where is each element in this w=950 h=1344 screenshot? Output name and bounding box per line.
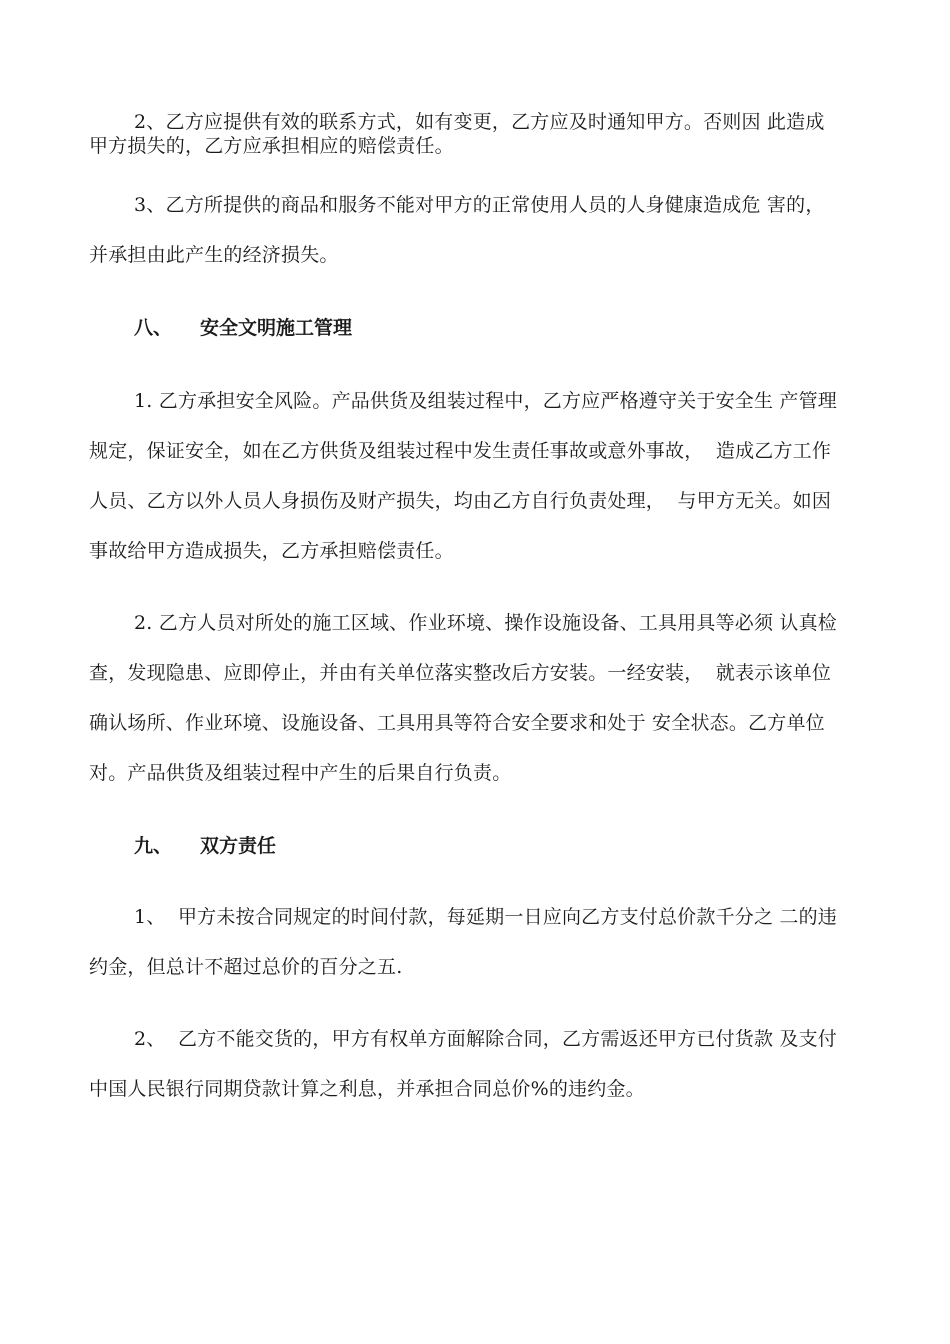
clause-2-contact-line-2: 甲方损失的，乙方应承担相应的赔偿责任。	[89, 135, 454, 157]
clause-2-contact-line-1: 2、乙方应提供有效的联系方式，如有变更，乙方应及时通知甲方。否则因 此造成	[134, 111, 825, 133]
safety-clause-2-line-1: 2. 乙方人员对所处的施工区域、作业环境、操作设施设备、工具用具等必须 认真检	[134, 612, 838, 634]
clause-3-health-line-1: 3、乙方所提供的商品和服务不能对甲方的正常使用人员的人身健康造成危 害的，	[134, 194, 825, 216]
safety-clause-1-line-2: 规定，保证安全，如在乙方供货及组装过程中发生责任事故或意外事故， 造成乙方工作	[89, 440, 832, 462]
clause-3-health-line-2: 并承担由此产生的经济损失。	[89, 244, 339, 266]
safety-clause-1-line-3: 人员、乙方以外人员人身损伤及财产损失，均由乙方自行负责处理， 与甲方无关。如因	[89, 490, 832, 512]
safety-clause-1-line-1: 1. 乙方承担安全风险。产品供货及组装过程中，乙方应严格遵守关于安全生 产管理	[134, 390, 838, 412]
safety-clause-2-line-3: 确认场所、作业环境、设施设备、工具用具等符合安全要求和处于 安全状态。乙方单位	[89, 712, 825, 734]
section-heading-8-title: 安全文明施工管理	[200, 317, 353, 339]
section-heading-9-title: 双方责任	[200, 835, 277, 857]
section-heading-9-number: 九、	[134, 835, 173, 857]
section-heading-8-number: 八、	[134, 317, 173, 339]
liability-clause-1-line-2: 约金，但总计不超过总价的百分之五.	[89, 956, 403, 978]
liability-clause-1-line-1: 1、 甲方未按合同规定的时间付款，每延期一日应向乙方支付总价款千分之 二的违	[134, 906, 838, 928]
safety-clause-2-line-2: 查，发现隐患、应即停止，并由有关单位落实整改后方安装。一经安装， 就表示该单位	[89, 662, 832, 684]
liability-clause-2-line-1: 2、 乙方不能交货的，甲方有权单方面解除合同，乙方需返还甲方已付货款 及支付	[134, 1028, 838, 1050]
safety-clause-1-line-4: 事故给甲方造成损失，乙方承担赔偿责任。	[89, 540, 454, 562]
safety-clause-2-line-4: 对。产品供货及组装过程中产生的后果自行负责。	[89, 762, 512, 784]
liability-clause-2-line-2: 中国人民银行同期贷款计算之利息，并承担合同总价%的违约金。	[89, 1078, 645, 1100]
